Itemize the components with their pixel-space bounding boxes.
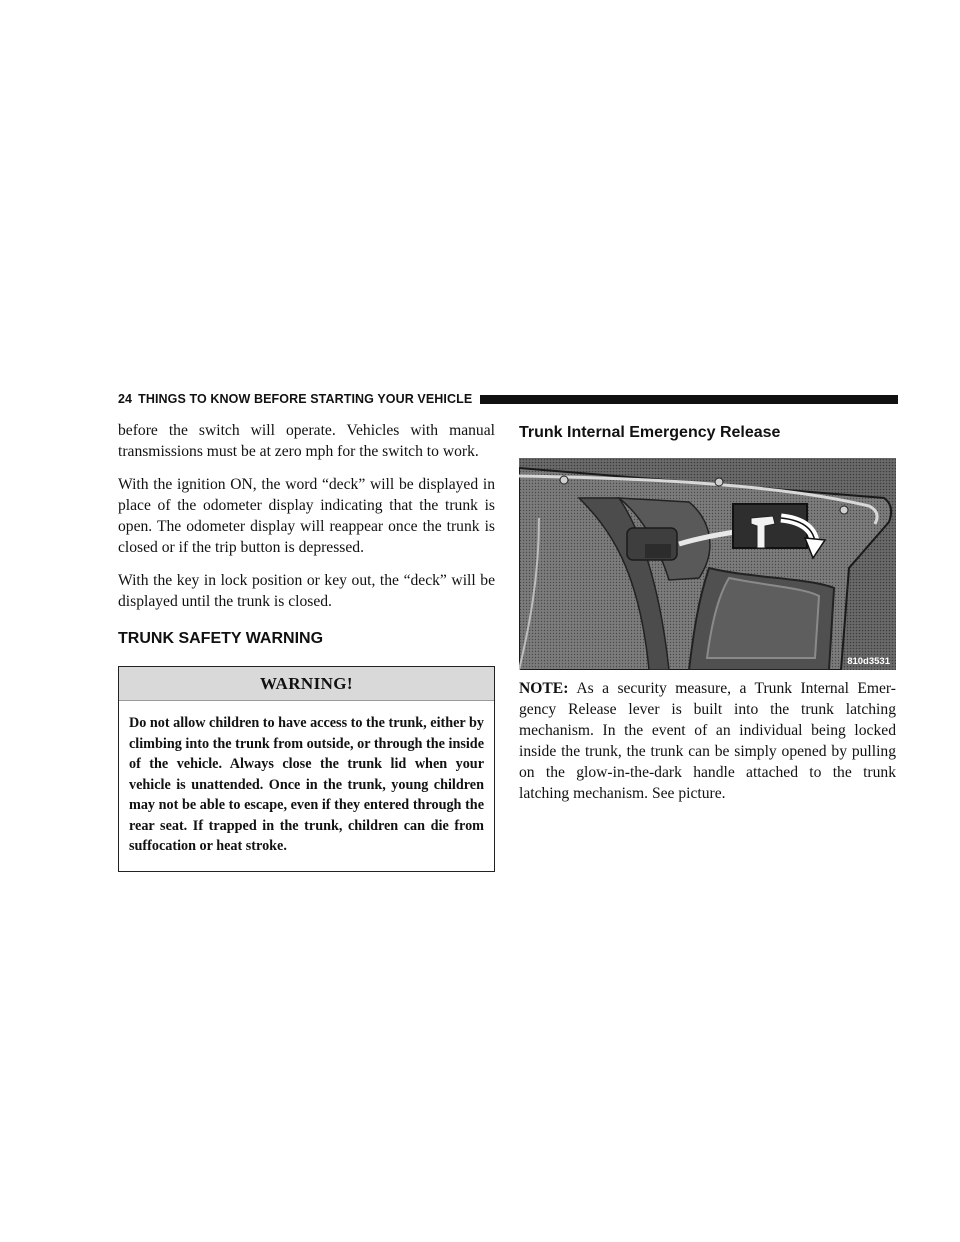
note-paragraph — [519, 678, 896, 804]
trunk-lid-drawing — [519, 458, 896, 670]
page-header — [118, 389, 898, 409]
warning-box — [118, 666, 495, 872]
warning-text: Do not allow children to have access to the trunk, either by climbing into the trunk from outside, or through the inside of the vehicle. Always close the trunk lid when your vehicle is unattended. Once in the trunk, young children may not be able to escape, even if they entered through the rear seat. If trapped in the trunk, children can die from suffocation or heat stroke. — [129, 715, 484, 854]
left-column — [118, 420, 495, 872]
trunk-release-illustration — [519, 458, 896, 670]
section-heading: TRUNK SAFETY WARNING — [118, 630, 324, 647]
subsection-heading: Trunk Internal Emergency Release — [519, 424, 781, 441]
page-number: 24 — [118, 392, 133, 406]
running-title: THINGS TO KNOW BEFORE STARTING YOUR VEHICLE — [138, 392, 473, 406]
figure-code: 810d3531 — [847, 656, 890, 667]
paragraph-3: With the key in lock position or key out, the “deck” will be displayed until the trunk is closed. — [118, 572, 495, 610]
header-rule — [480, 395, 898, 404]
note-text: As a security measure, a Trunk Internal Emer-gency Release lever is built into the trunk latching mechanism. In the event of an individual being locked inside the trunk, the trunk can be simply opened by pulling on the glow-in-the-dark handle attached to the trunk latching mechanism. See picture. — [519, 680, 896, 802]
paragraph-1: before the switch will operate. Vehicles with manual transmissions must be at zero mph for the switch to work. — [118, 422, 495, 460]
right-column — [519, 420, 896, 820]
paragraph-2: With the ignition ON, the word “deck” will be displayed in place of the odometer display indicating that the trunk is open. The odometer display will reappear once the trunk is closed or if the trip button is depressed. — [118, 476, 495, 556]
warning-title: WARNING! — [119, 667, 494, 701]
note-label: NOTE: — [519, 680, 569, 697]
